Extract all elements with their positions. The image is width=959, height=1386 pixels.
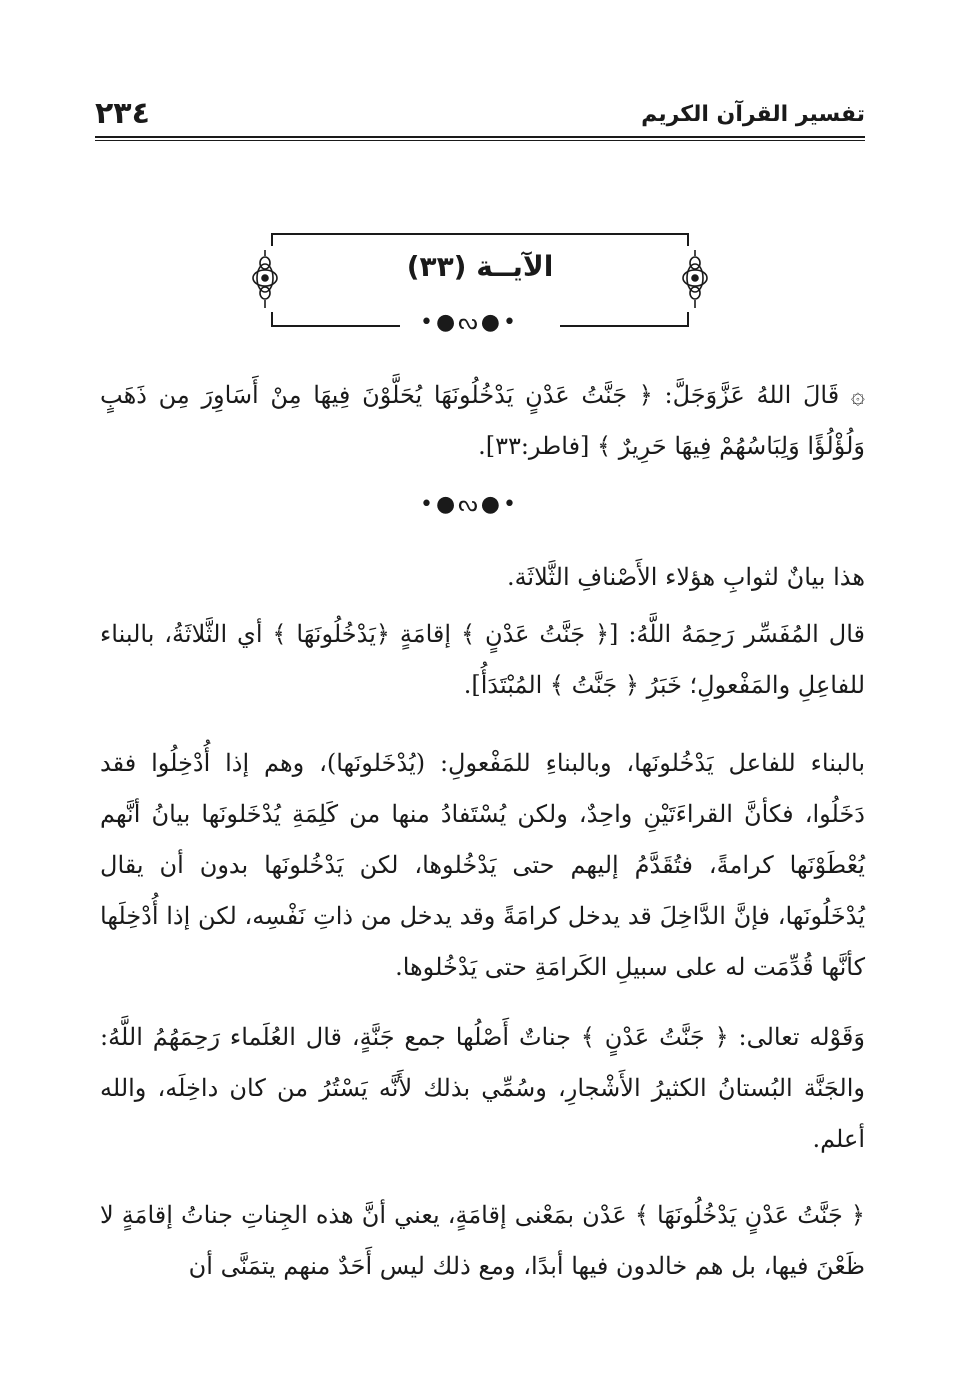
- paragraph: قال المُفَسِّر رَحِمَهُ اللَّهُ: [﴿ جَنَّتُ عَدْنٍ ﴾ إقامَةٍ ﴿يَدْخُلُونَهَا ﴾ أي الثَّلاثَةُ، بالبناء للفاعِلِ والمَفْعولِ؛ خَبَرُ ﴿ جَنَّتُ ﴾ المُبْتَدَأُ].: [100, 620, 865, 699]
- ornament-separator: •●ᔓ●•: [420, 492, 519, 517]
- paragraph: هذا بيانٌ لثوابِ هؤلاء الأَصْنافِ الثَّلاثَة.: [506, 563, 865, 591]
- paragraph: وَقَوْله تعالى: ﴿ جَنَّتُ عَدْنٍ ﴾ جناتٌ أَصْلُها جمع جَنَّةٍ، قال العُلَماء رَحِمَهُمُ اللَّهُ: والجَنَّة البُستانُ الكثيرُ الأَشْجارِ، وسُمِّي بذلك لأَنَّه يَسْتُرُ من كان داخِلَه، والله أعلم.: [100, 1023, 865, 1153]
- ornament-separator: •●ᔓ●•: [420, 310, 519, 335]
- ayah-title: الآيــة (٣٣): [406, 250, 554, 283]
- page-number: ٢٣٤: [95, 96, 150, 131]
- quran-verse: ۞ قَالَ اللهُ عَزَّوَجَلَّ: ﴿ جَنَّتُ عَدْنٍ يَدْخُلُونَهَا يُحَلَّوْنَ فِيهَا مِنْ أَسَاوِرَ مِن ذَهَبٍ وَلُؤْلُؤًا وَلِبَاسُهُمْ فِيهَا حَرِيرٌ ﴾ [فاطر:٣٣].: [100, 381, 865, 460]
- paragraph: بالبناء للفاعل يَدْخُلونَها، وبالبناءِ للمَفْعولِ: (يُدْخَلونَها)، وهم إذا أُدْخِلُوا فقد دَخَلُوا، فكأنَّ القراءَتَيْنِ واحِدٌ، ولكن يُسْتَفادُ منها من كَلِمَةِ يُدْخَلونَها بيانُ أنَّهم يُعْطَوْنَها كرامةً، فتُقَدَّمُ إليهم حتى يَدْخُلوها، لكن يَدْخُلونَها بدون أن يقال يُدْخَلُونَها، فإنَّ الدَّاخِلَ قد يدخل كرامَةً وقد يدخل من ذاتِ نَفْسِه، لكن إذا أُدْخِلَها كأنَّها قُدِّمَت له على سبيلِ الكَرامَةِ حتى يَدْخُلوها.: [100, 749, 865, 981]
- paragraph: ﴿ جَنَّتُ عَدْنٍ يَدْخُلُونَهَا ﴾ عَدْن بمَعْنى إقامَةٍ، يعني أنَّ هذه الجِناتِ جناتُ إقامَةٍ لا ظَعْنَ فيها، بل هم خالدون فيها أبدًا، ومع ذلك ليس أَحَدٌ منهم يتمَنَّى أن: [100, 1201, 865, 1280]
- running-header: [95, 96, 865, 142]
- book-title: تفسير القرآن الكريم: [641, 102, 865, 127]
- header-divider: [95, 136, 865, 141]
